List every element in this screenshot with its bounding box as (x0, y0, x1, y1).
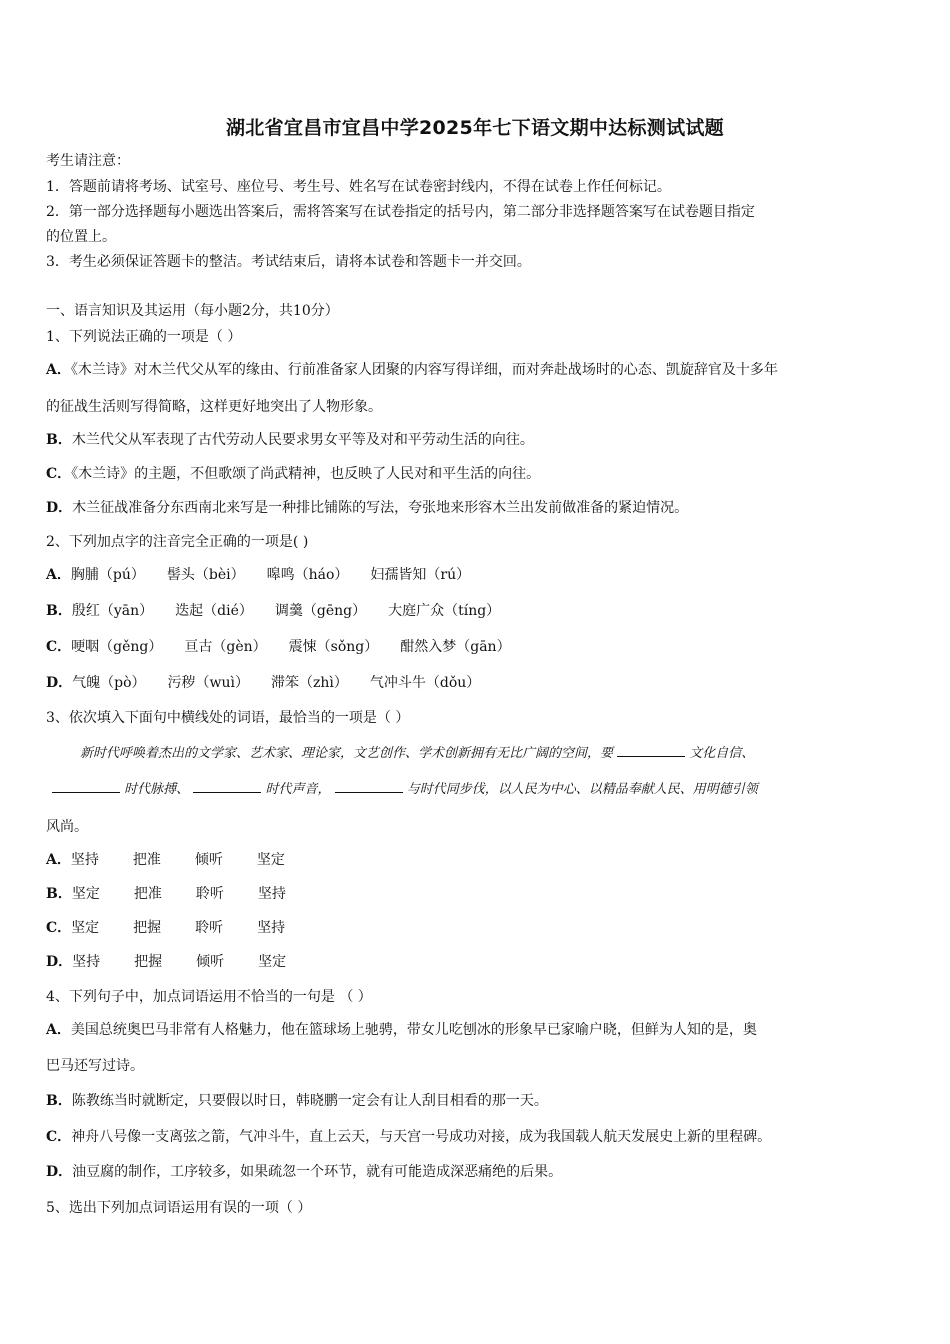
option-term: 妇孺皆知（rú） (370, 567, 471, 583)
fill-blank-1[interactable] (617, 744, 685, 757)
option-b (46, 1092, 548, 1110)
passage-line: 风尚。 (46, 819, 88, 835)
passage-line (80, 744, 754, 763)
option-term: 迭起（dié） (175, 603, 253, 619)
option-letter: B． (46, 432, 72, 448)
option-letter: D． (46, 675, 73, 691)
notice-item: 3．考生必须保证答题卡的整洁。考试结束后，请将本试卷和答题卡一并交回。 (46, 254, 531, 270)
option-c (46, 465, 540, 483)
option-term: 髻头（bèi） (166, 567, 245, 583)
passage-text: 时代脉搏、 (124, 782, 190, 797)
option-d (46, 674, 480, 692)
option-term: 胸脯（pú） (70, 567, 145, 583)
option-term: 倾听 (194, 852, 223, 868)
option-letter: C． (46, 920, 72, 936)
option-a (46, 1021, 757, 1039)
option-term: 污秽（wuì） (167, 675, 250, 691)
option-term: 坚定 (71, 886, 100, 902)
option-b (46, 885, 286, 903)
question-stem: 4、下列句子中，加点词语运用不恰当的一句是 （ ） (46, 989, 372, 1005)
option-term: 坚持 (257, 920, 286, 936)
option-d (46, 1163, 562, 1181)
option-term: 坚持 (257, 886, 286, 902)
option-term: 坚定 (71, 920, 100, 936)
fill-blank-4[interactable] (335, 780, 403, 793)
option-letter: A． (46, 567, 71, 583)
passage-line (52, 780, 758, 799)
option-letter: A． (46, 362, 71, 378)
option-text: 木兰代父从军表现了古代劳动人民要求男女平等及对和平劳动生活的向往。 (71, 432, 534, 448)
option-term: 滞笨（zhì） (271, 675, 348, 691)
option-term: 调羹（gēng） (274, 603, 367, 619)
option-text: 美国总统奥巴马非常有人格魅力，他在篮球场上驰骋，带女儿吃刨冰的形象早已家喻户晓，但鲜为人知的是，奥 (70, 1022, 757, 1038)
option-term: 把准 (133, 886, 162, 902)
option-term: 坚定 (256, 852, 285, 868)
option-d (46, 499, 688, 517)
option-letter: C． (46, 1129, 72, 1145)
option-term: 哽咽（gěng） (71, 639, 163, 655)
question-stem: 1、下列说法正确的一项是（ ） (46, 329, 242, 345)
option-letter: B． (46, 603, 72, 619)
option-term: 坚持 (70, 852, 99, 868)
option-a-continued: 的征战生活则写得简略，这样更好地突出了人物形象。 (46, 399, 382, 415)
option-term: 坚持 (72, 954, 101, 970)
option-letter: C． (46, 639, 72, 655)
question-stem: 2、下列加点字的注音完全正确的一项是( ) (46, 534, 309, 550)
option-text: 陈教练当时就断定，只要假以时日，韩晓鹏一定会有让人刮目相看的那一天。 (71, 1093, 548, 1109)
option-letter: D． (46, 954, 73, 970)
option-a (46, 361, 778, 379)
option-letter: C． (46, 466, 72, 482)
option-c (46, 638, 511, 656)
option-c (46, 919, 285, 937)
passage-text: 时代声音， (265, 782, 331, 797)
fill-blank-3[interactable] (193, 780, 261, 793)
option-term: 倾听 (196, 954, 225, 970)
notice-item: 2．第一部分选择题每小题选出答案后，需将答案写在试卷指定的括号内，第二部分非选择题答案写在试卷题目指定 (46, 204, 755, 220)
option-term: 殷红（yān） (71, 603, 154, 619)
option-text: 神舟八号像一支离弦之箭，气冲斗牛，直上云天，与天宫一号成功对接，成为我国载人航天发展史上新的里程碑。 (71, 1129, 772, 1145)
option-text: 《木兰诗》的主题，不但歌颂了尚武精神，也反映了人民对和平生活的向往。 (71, 466, 541, 482)
option-b (46, 602, 500, 620)
option-a (46, 566, 470, 584)
option-c (46, 1128, 771, 1146)
notice-item: 的位置上。 (46, 229, 116, 245)
option-term: 嗥鸣（háo） (266, 567, 349, 583)
page-title: 湖北省宜昌市宜昌中学2025年七下语文期中达标测试试题 (226, 117, 724, 139)
option-term: 震悚（sǒng） (288, 639, 379, 655)
option-term: 酣然入梦（gān） (400, 639, 511, 655)
option-term: 大庭广众（tíng） (388, 603, 501, 619)
notice-heading: 考生请注意： (46, 153, 130, 169)
option-term: 把准 (132, 852, 161, 868)
passage-text: 与时代同步伐，以人民为中心、以精品奉献人民、用明德引领 (406, 782, 758, 797)
option-text: 油豆腐的制作，工序较多，如果疏忽一个环节，就有可能造成深恶痛绝的后果。 (72, 1164, 563, 1180)
option-a (46, 851, 285, 869)
option-term: 气冲斗牛（dǒu） (369, 675, 481, 691)
option-term: 聆听 (195, 920, 224, 936)
section-heading: 一、语言知识及其运用（每小题2分，共10分） (46, 303, 339, 319)
option-term: 把握 (133, 920, 162, 936)
option-term: 把握 (134, 954, 163, 970)
option-letter: D． (46, 1164, 73, 1180)
passage-text: 文化自信、 (689, 746, 755, 761)
option-text: 木兰征战准备分东西南北来写是一种排比铺陈的写法，夸张地来形容木兰出发前做准备的紧迫情况。 (72, 500, 689, 516)
option-letter: B． (46, 886, 72, 902)
fill-blank-2[interactable] (52, 780, 120, 793)
option-letter: A． (46, 852, 71, 868)
question-stem: 3、依次填入下面句中横线处的词语，最恰当的一项是（ ） (46, 710, 410, 726)
option-text: 《木兰诗》对木兰代父从军的缘由、行前准备家人团聚的内容写得详细，而对奔赴战场时的心态、凯旋辞官及十多年 (70, 362, 778, 378)
option-letter: D． (46, 500, 73, 516)
option-letter: B． (46, 1093, 72, 1109)
question-stem: 5、选出下列加点词语运用有误的一项（ ） (46, 1200, 312, 1216)
option-term: 坚定 (258, 954, 287, 970)
option-b (46, 431, 534, 449)
option-a-continued: 巴马还写过诗。 (46, 1058, 144, 1074)
option-d (46, 953, 286, 971)
option-term: 聆听 (195, 886, 224, 902)
notice-item: 1．答题前请将考场、试室号、座位号、考生号、姓名写在试卷密封线内，不得在试卷上作任何标记。 (46, 179, 671, 195)
option-term: 亘古（gèn） (184, 639, 267, 655)
option-letter: A． (46, 1022, 71, 1038)
option-term: 气魄（pò） (72, 675, 146, 691)
passage-text: 新时代呼唤着杰出的文学家、艺术家、理论家，文艺创作、学术创新拥有无比广阔的空间，要 (80, 746, 614, 761)
